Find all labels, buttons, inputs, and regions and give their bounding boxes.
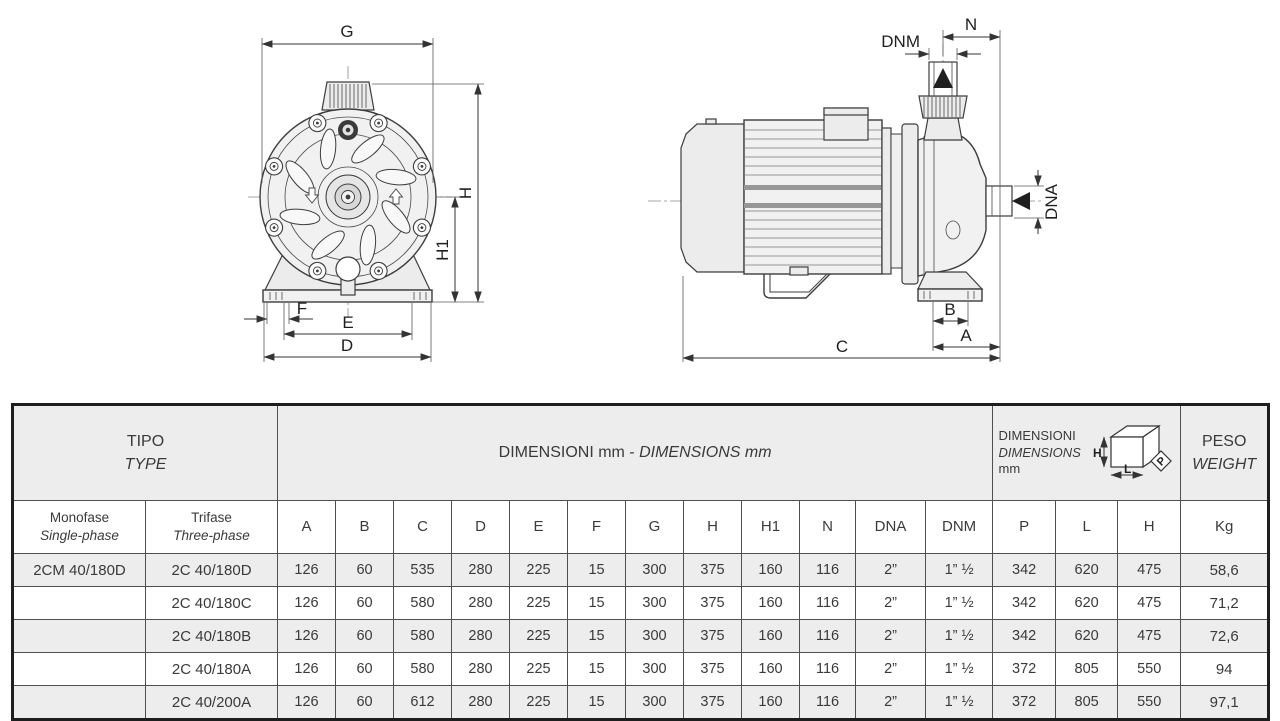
table-cell: 2C 40/180B bbox=[146, 620, 278, 653]
dimensions-label-en: DIMENSIONS mm bbox=[639, 444, 772, 462]
table-cell bbox=[13, 653, 146, 686]
dim-label-d: D bbox=[340, 336, 354, 355]
table-cell: 2” bbox=[856, 686, 926, 720]
table-row bbox=[13, 686, 1269, 720]
table-cell: 475 bbox=[1118, 587, 1181, 620]
table-cell: 60 bbox=[336, 587, 394, 620]
table-cell: 225 bbox=[510, 554, 568, 587]
dim-label-e: E bbox=[342, 313, 354, 332]
terminal-box-lid bbox=[824, 108, 868, 115]
table-cell: 1” ½ bbox=[926, 587, 993, 620]
table-cell: 160 bbox=[742, 554, 800, 587]
dim-label-dnm: DNM bbox=[881, 32, 920, 51]
support-bracket bbox=[764, 274, 830, 298]
table-cell: 280 bbox=[452, 686, 510, 720]
table-cell: 94 bbox=[1181, 653, 1269, 686]
column-dnm: DNM bbox=[926, 501, 993, 554]
table-cell: 550 bbox=[1118, 686, 1181, 720]
table-cell bbox=[13, 587, 146, 620]
table-cell bbox=[13, 686, 146, 720]
box-h-label: H bbox=[1092, 446, 1102, 460]
column-monofase: Monofase Single-phase bbox=[13, 501, 146, 554]
table-cell: 15 bbox=[568, 587, 626, 620]
support-bracket-inner bbox=[770, 274, 827, 292]
column-b: B bbox=[336, 501, 394, 554]
header-overall-dimensions bbox=[993, 405, 1181, 501]
table-cell: 116 bbox=[800, 653, 856, 686]
table-cell: 580 bbox=[394, 653, 452, 686]
table-cell: 60 bbox=[336, 554, 394, 587]
table-row bbox=[13, 620, 1269, 653]
table-cell: 2C 40/180A bbox=[146, 653, 278, 686]
table-cell: 72,6 bbox=[1181, 620, 1269, 653]
table-cell: 342 bbox=[993, 587, 1056, 620]
column-h: H bbox=[684, 501, 742, 554]
table-cell: 60 bbox=[336, 620, 394, 653]
table-cell: 116 bbox=[800, 620, 856, 653]
table-cell: 126 bbox=[278, 587, 336, 620]
table-cell: 300 bbox=[626, 620, 684, 653]
table-cell: 475 bbox=[1118, 620, 1181, 653]
packing-box-icon bbox=[1089, 423, 1175, 483]
dim-label-c: C bbox=[835, 337, 849, 356]
table-cell: 280 bbox=[452, 554, 510, 587]
table-cell: 580 bbox=[394, 620, 452, 653]
table-cell: 15 bbox=[568, 554, 626, 587]
motor-band-lower bbox=[744, 203, 882, 208]
dimension-table bbox=[11, 403, 1270, 721]
dim-label-a: A bbox=[960, 326, 972, 345]
table-cell: 2” bbox=[856, 620, 926, 653]
table-cell: 280 bbox=[452, 620, 510, 653]
weight-label: WEIGHT bbox=[1192, 456, 1257, 473]
table-cell: 372 bbox=[993, 686, 1056, 720]
table-cell: 1” ½ bbox=[926, 620, 993, 653]
table-cell: 160 bbox=[742, 587, 800, 620]
motor-body bbox=[744, 120, 882, 274]
table-cell: 2C 40/180C bbox=[146, 587, 278, 620]
table-cell: 342 bbox=[993, 554, 1056, 587]
dim-label-b: B bbox=[944, 300, 956, 319]
column-l: L bbox=[1056, 501, 1118, 554]
table-cell: 2” bbox=[856, 653, 926, 686]
table-cell: 300 bbox=[626, 653, 684, 686]
column-h1: H1 bbox=[742, 501, 800, 554]
table-cell: 126 bbox=[278, 686, 336, 720]
table-cell: 60 bbox=[336, 686, 394, 720]
table-cell: 71,2 bbox=[1181, 587, 1269, 620]
table-cell: 620 bbox=[1056, 587, 1118, 620]
table-cell: 15 bbox=[568, 620, 626, 653]
table-row bbox=[13, 587, 1269, 620]
peso-label: PESO bbox=[1201, 432, 1247, 450]
table-cell: 372 bbox=[993, 653, 1056, 686]
discharge-neck bbox=[924, 118, 962, 140]
table-cell: 620 bbox=[1056, 620, 1118, 653]
type-label: TYPE bbox=[124, 456, 167, 473]
dimension-table-body bbox=[13, 554, 1269, 720]
table-cell: 375 bbox=[684, 587, 742, 620]
column-h2: H bbox=[1118, 501, 1181, 554]
column-n: N bbox=[800, 501, 856, 554]
column-c: C bbox=[394, 501, 452, 554]
table-cell: 620 bbox=[1056, 554, 1118, 587]
table-cell: 160 bbox=[742, 653, 800, 686]
table-cell: 116 bbox=[800, 686, 856, 720]
table-cell: 1” ½ bbox=[926, 653, 993, 686]
table-cell: 375 bbox=[684, 686, 742, 720]
table-cell: 126 bbox=[278, 653, 336, 686]
dim-label-h: H bbox=[456, 186, 475, 200]
volute-casing bbox=[918, 132, 986, 276]
box-p-label: P bbox=[1154, 454, 1169, 469]
table-cell: 15 bbox=[568, 686, 626, 720]
table-cell: 225 bbox=[510, 620, 568, 653]
table-cell: 1” ½ bbox=[926, 554, 993, 587]
shaft-hub bbox=[318, 167, 378, 227]
table-cell: 475 bbox=[1118, 554, 1181, 587]
header-dimensions bbox=[278, 405, 993, 501]
table-cell: 2C 40/200A bbox=[146, 686, 278, 720]
table-cell: 2” bbox=[856, 587, 926, 620]
table-cell: 15 bbox=[568, 653, 626, 686]
dimensions-label-it: DIMENSIONI mm - bbox=[498, 444, 640, 462]
table-cell: 97,1 bbox=[1181, 686, 1269, 720]
fan-cover bbox=[681, 124, 744, 272]
dim-label-f: F bbox=[296, 299, 308, 318]
pump-rear-flange bbox=[902, 124, 918, 284]
table-cell: 116 bbox=[800, 554, 856, 587]
column-e: E bbox=[510, 501, 568, 554]
table-cell: 126 bbox=[278, 554, 336, 587]
table-cell: 1” ½ bbox=[926, 686, 993, 720]
table-cell: 280 bbox=[452, 587, 510, 620]
table-cell: 300 bbox=[626, 587, 684, 620]
table-cell: 126 bbox=[278, 620, 336, 653]
foot-web bbox=[918, 272, 982, 289]
overall-dim-unit: mm bbox=[998, 461, 1021, 477]
front-view-drawing bbox=[244, 22, 484, 362]
overall-dim-label-it: DIMENSIONI bbox=[998, 427, 1076, 443]
dim-label-n: N bbox=[964, 15, 978, 34]
table-cell: 225 bbox=[510, 653, 568, 686]
table-cell: 225 bbox=[510, 587, 568, 620]
table-cell: 550 bbox=[1118, 653, 1181, 686]
side-view-drawing bbox=[648, 15, 1061, 362]
table-cell: 805 bbox=[1056, 686, 1118, 720]
table-cell: 60 bbox=[336, 653, 394, 686]
drain-plug bbox=[336, 257, 360, 281]
table-cell: 300 bbox=[626, 686, 684, 720]
table-cell: 280 bbox=[452, 653, 510, 686]
table-cell: 375 bbox=[684, 554, 742, 587]
table-cell bbox=[13, 620, 146, 653]
overall-dim-label-en: DIMENSIONS bbox=[998, 444, 1081, 460]
dim-label-g: G bbox=[340, 22, 354, 41]
table-cell: 375 bbox=[684, 653, 742, 686]
flow-arrow-left bbox=[1012, 192, 1030, 210]
table-cell: 58,6 bbox=[1181, 554, 1269, 587]
table-cell: 225 bbox=[510, 686, 568, 720]
table-cell: 612 bbox=[394, 686, 452, 720]
column-f: F bbox=[568, 501, 626, 554]
suction-port bbox=[986, 186, 1012, 216]
column-g: G bbox=[626, 501, 684, 554]
table-cell: 2C 40/180D bbox=[146, 554, 278, 587]
column-p: P bbox=[993, 501, 1056, 554]
column-dna: DNA bbox=[856, 501, 926, 554]
column-a: A bbox=[278, 501, 336, 554]
table-row bbox=[13, 653, 1269, 686]
cover-clip bbox=[706, 119, 716, 124]
table-cell: 300 bbox=[626, 554, 684, 587]
table-cell: 116 bbox=[800, 587, 856, 620]
table-cell: 160 bbox=[742, 686, 800, 720]
header-tipo bbox=[13, 405, 278, 501]
lantern-ring bbox=[891, 134, 902, 268]
bracket-fitting bbox=[790, 267, 808, 275]
table-cell: 580 bbox=[394, 587, 452, 620]
table-cell: 805 bbox=[1056, 653, 1118, 686]
dim-label-dna: DNA bbox=[1042, 184, 1061, 220]
table-cell: 2” bbox=[856, 554, 926, 587]
column-trifase: Trifase Three-phase bbox=[146, 501, 278, 554]
column-kg: Kg bbox=[1181, 501, 1269, 554]
table-cell: 160 bbox=[742, 620, 800, 653]
table-cell: 375 bbox=[684, 620, 742, 653]
tipo-label: TIPO bbox=[126, 432, 165, 450]
table-row bbox=[13, 554, 1269, 587]
table-cell: 342 bbox=[993, 620, 1056, 653]
motor-band-upper bbox=[744, 185, 882, 190]
table-cell: 535 bbox=[394, 554, 452, 587]
motor-flange bbox=[882, 128, 891, 274]
table-cell: 2CM 40/180D bbox=[13, 554, 146, 587]
dim-label-h1: H1 bbox=[433, 239, 452, 261]
column-d: D bbox=[452, 501, 510, 554]
box-l-label: L bbox=[1123, 462, 1132, 476]
header-peso bbox=[1181, 405, 1269, 501]
